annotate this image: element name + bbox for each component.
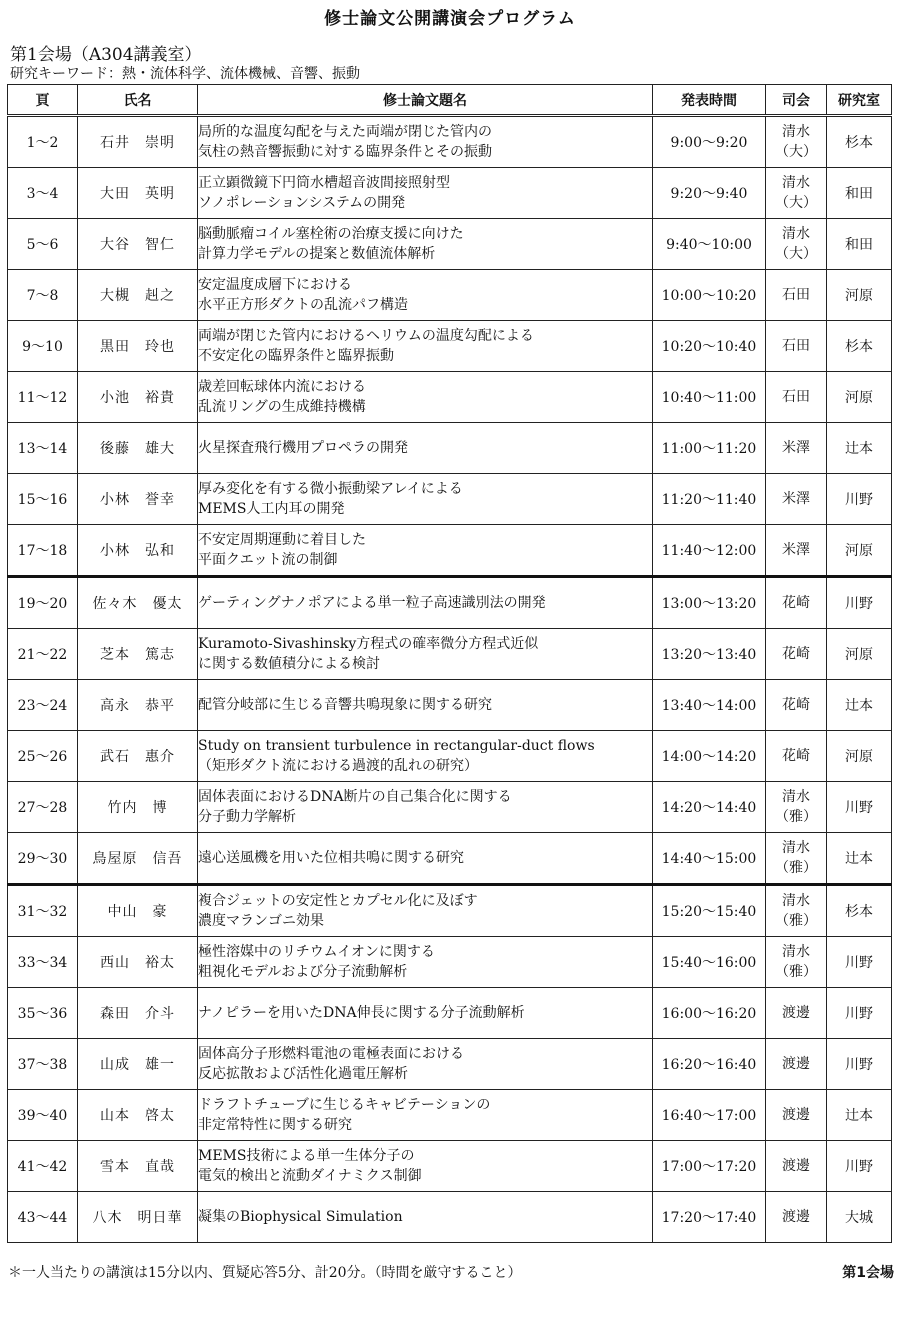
chair-name-line: 花崎 (782, 748, 810, 764)
lab-cell: 川野 (827, 782, 892, 833)
page-range-cell: 31～32 (8, 885, 78, 937)
column-header-chair: 司会 (766, 85, 827, 116)
presentation-time-cell: 17:00～17:20 (653, 1141, 766, 1192)
program-table-body (8, 116, 892, 1243)
table-row (8, 321, 892, 372)
lab-cell: 辻本 (827, 833, 892, 885)
chair-name-line: 清水 (782, 175, 810, 191)
table-row (8, 731, 892, 782)
chair-cell (766, 680, 827, 731)
lab-cell: 和田 (827, 168, 892, 219)
presentation-time-cell: 15:20～15:40 (653, 885, 766, 937)
presentation-time-cell: 11:00～11:20 (653, 423, 766, 474)
thesis-title-line: 両端が閉じた管内におけるヘリウムの温度勾配による (198, 328, 534, 344)
chair-cell (766, 270, 827, 321)
chair-name-line: 清水 (782, 840, 810, 856)
chair-name-line: （雅） (775, 809, 817, 825)
thesis-title-cell (198, 474, 653, 525)
table-row (8, 1090, 892, 1141)
thesis-title-line: 複合ジェットの安定性とカプセル化に及ぼす (198, 893, 478, 909)
lab-cell: 和田 (827, 219, 892, 270)
lab-cell: 辻本 (827, 680, 892, 731)
presenter-name-cell: 武石 惠介 (78, 731, 198, 782)
page-title: 修士論文公開講演会プログラム (324, 9, 576, 29)
lab-cell: 杉本 (827, 321, 892, 372)
thesis-title-line: 非定常特性に関する研究 (198, 1117, 352, 1133)
thesis-title-line: 濃度マランゴニ効果 (198, 913, 324, 929)
page-range-cell: 1～2 (8, 116, 78, 168)
lab-cell: 辻本 (827, 1090, 892, 1141)
chair-cell (766, 577, 827, 629)
presenter-name-cell: 竹内 博 (78, 782, 198, 833)
thesis-title-cell (198, 116, 653, 168)
chair-cell (766, 731, 827, 782)
table-row (8, 885, 892, 937)
presenter-name-cell: 雪本 直哉 (78, 1141, 198, 1192)
table-row (8, 577, 892, 629)
page-range-cell: 3～4 (8, 168, 78, 219)
chair-name-line: 花崎 (782, 595, 810, 611)
lab-cell: 河原 (827, 525, 892, 577)
presentation-time-cell: 9:20～9:40 (653, 168, 766, 219)
thesis-title-cell (198, 168, 653, 219)
page-range-cell: 27～28 (8, 782, 78, 833)
table-row (8, 423, 892, 474)
chair-name-line: 清水 (782, 944, 810, 960)
table-row (8, 629, 892, 680)
chair-name-line: （雅） (775, 860, 817, 876)
table-row (8, 937, 892, 988)
thesis-title-line: 正立顕微鏡下円筒水槽超音波間接照射型 (198, 175, 450, 191)
thesis-title-line: 配管分岐部に生じる音響共鳴現象に関する研究 (198, 697, 492, 713)
chair-cell (766, 525, 827, 577)
chair-name-line: 米澤 (782, 491, 810, 507)
chair-cell (766, 833, 827, 885)
chair-name-line: （大） (775, 195, 817, 211)
presentation-time-cell: 16:40～17:00 (653, 1090, 766, 1141)
page-range-cell: 37～38 (8, 1039, 78, 1090)
table-row (8, 1141, 892, 1192)
research-keywords: 研究キーワード：熱・流体科学、流体機械、音響、振動 (10, 66, 360, 82)
thesis-title-cell (198, 372, 653, 423)
column-header-page: 頁 (8, 85, 78, 116)
thesis-title-line: 固体表面におけるDNA断片の自己集合化に関する (198, 789, 512, 805)
lab-cell: 杉本 (827, 116, 892, 168)
page-range-cell: 5～6 (8, 219, 78, 270)
room-label: 第1会場 (842, 1265, 894, 1281)
chair-cell (766, 321, 827, 372)
chair-cell (766, 885, 827, 937)
thesis-title-line: ソノポレーションシステムの開発 (198, 195, 406, 211)
thesis-title-cell (198, 1090, 653, 1141)
thesis-title-cell (198, 577, 653, 629)
thesis-title-cell (198, 1039, 653, 1090)
presenter-name-cell: 八木 明日華 (78, 1192, 198, 1243)
presentation-time-cell: 14:40～15:00 (653, 833, 766, 885)
chair-name-line: （大） (775, 144, 817, 160)
page-range-cell: 43～44 (8, 1192, 78, 1243)
table-row (8, 1039, 892, 1090)
chair-cell (766, 423, 827, 474)
thesis-title-cell (198, 629, 653, 680)
footnote: ＊一人当たりの講演は15分以内、質疑応答5分、計20分。（時間を厳守すること） (8, 1265, 522, 1281)
lab-cell: 川野 (827, 1141, 892, 1192)
lab-cell: 川野 (827, 577, 892, 629)
thesis-title-line: Study on transient turbulence in rectangular-duct flows (198, 738, 595, 754)
lab-cell: 河原 (827, 372, 892, 423)
table-row (8, 1192, 892, 1243)
thesis-title-line: ナノピラーを用いたDNA伸長に関する分子流動解析 (198, 1005, 525, 1021)
chair-cell (766, 116, 827, 168)
thesis-title-line: 歳差回転球体内流における (198, 379, 366, 395)
thesis-title-line: 厚み変化を有する微小振動梁アレイによる (198, 481, 463, 497)
table-row (8, 474, 892, 525)
table-row (8, 372, 892, 423)
column-header-name: 氏名 (78, 85, 198, 116)
presenter-name-cell: 西山 裕太 (78, 937, 198, 988)
lab-cell: 杉本 (827, 885, 892, 937)
program-table (7, 84, 892, 1243)
presenter-name-cell: 高永 恭平 (78, 680, 198, 731)
presentation-time-cell: 9:40～10:00 (653, 219, 766, 270)
lab-cell: 川野 (827, 937, 892, 988)
thesis-title-line: MEMS人工内耳の開発 (198, 501, 345, 517)
thesis-title-line: 平面クエット流の制御 (198, 552, 338, 568)
presenter-name-cell: 後藤 雄大 (78, 423, 198, 474)
presentation-time-cell: 13:00～13:20 (653, 577, 766, 629)
presenter-name-cell: 山成 雄一 (78, 1039, 198, 1090)
chair-name-line: 米澤 (782, 542, 810, 558)
thesis-title-line: 電気的検出と流動ダイナミクス制御 (198, 1168, 422, 1184)
page-range-cell: 39～40 (8, 1090, 78, 1141)
page-range-cell: 9～10 (8, 321, 78, 372)
thesis-title-cell (198, 1141, 653, 1192)
column-header-thesis-title: 修士論文題名 (198, 85, 653, 116)
presentation-time-cell: 10:00～10:20 (653, 270, 766, 321)
page-range-cell: 13～14 (8, 423, 78, 474)
chair-name-line: 渡邊 (782, 1158, 810, 1174)
chair-name-line: 米澤 (782, 440, 810, 456)
table-row (8, 680, 892, 731)
presenter-name-cell: 佐々木 優太 (78, 577, 198, 629)
thesis-title-line: 極性溶媒中のリチウムイオンに関する (198, 944, 435, 960)
table-row (8, 525, 892, 577)
chair-name-line: 花崎 (782, 646, 810, 662)
page-range-cell: 33～34 (8, 937, 78, 988)
thesis-title-line: 固体高分子形燃料電池の電極表面における (198, 1046, 464, 1062)
chair-name-line: 花崎 (782, 697, 810, 713)
presenter-name-cell: 小林 誉幸 (78, 474, 198, 525)
lab-cell: 川野 (827, 474, 892, 525)
thesis-title-line: 不安定周期運動に着目した (198, 532, 366, 548)
chair-name-line: 石田 (782, 338, 810, 354)
chair-cell (766, 937, 827, 988)
chair-name-line: 渡邊 (782, 1107, 810, 1123)
chair-name-line: （雅） (775, 913, 817, 929)
chair-name-line: 石田 (782, 287, 810, 303)
thesis-title-line: 火星探査飛行機用プロペラの開発 (198, 440, 408, 456)
lab-cell: 河原 (827, 629, 892, 680)
page-range-cell: 41～42 (8, 1141, 78, 1192)
presentation-time-cell: 13:40～14:00 (653, 680, 766, 731)
presenter-name-cell: 森田 介斗 (78, 988, 198, 1039)
chair-name-line: 清水 (782, 893, 810, 909)
chair-cell (766, 1090, 827, 1141)
table-row (8, 833, 892, 885)
presentation-time-cell: 17:20～17:40 (653, 1192, 766, 1243)
chair-cell (766, 988, 827, 1039)
presentation-time-cell: 10:20～10:40 (653, 321, 766, 372)
presenter-name-cell: 石井 崇明 (78, 116, 198, 168)
thesis-title-line: Kuramoto-Sivashinsky方程式の確率微分方程式近似 (198, 636, 539, 652)
thesis-title-cell (198, 782, 653, 833)
presenter-name-cell: 山本 啓太 (78, 1090, 198, 1141)
presentation-time-cell: 14:00～14:20 (653, 731, 766, 782)
table-header-row (8, 85, 892, 116)
table-row (8, 988, 892, 1039)
page-range-cell: 15～16 (8, 474, 78, 525)
thesis-title-line: 不安定化の臨界条件と臨界振動 (198, 348, 394, 364)
thesis-title-line: 粗視化モデルおよび分子流動解析 (198, 964, 408, 980)
thesis-title-line: 分子動力学解析 (198, 809, 296, 825)
thesis-title-line: 水平正方形ダクトの乱流パフ構造 (198, 297, 408, 313)
page-range-cell: 11～12 (8, 372, 78, 423)
thesis-title-cell (198, 423, 653, 474)
presenter-name-cell: 芝本 篤志 (78, 629, 198, 680)
thesis-title-cell (198, 731, 653, 782)
presenter-name-cell: 大田 英明 (78, 168, 198, 219)
chair-name-line: （雅） (775, 964, 817, 980)
chair-name-line: 清水 (782, 789, 810, 805)
thesis-title-line: ゲーティングナノポアによる単一粒子高速識別法の開発 (198, 595, 546, 611)
chair-name-line: 渡邊 (782, 1209, 810, 1225)
presentation-time-cell: 14:20～14:40 (653, 782, 766, 833)
chair-name-line: 清水 (782, 124, 810, 140)
page-range-cell: 19～20 (8, 577, 78, 629)
thesis-title-line: 乱流リングの生成維持機構 (198, 399, 366, 415)
chair-cell (766, 1141, 827, 1192)
thesis-title-cell (198, 885, 653, 937)
table-row (8, 116, 892, 168)
thesis-title-cell (198, 833, 653, 885)
chair-name-line: （大） (775, 246, 817, 262)
thesis-title-line: 気柱の熱音響振動に対する臨界条件とその振動 (198, 144, 492, 160)
thesis-title-line: 脳動脈瘤コイル塞栓術の治療支援に向けた (198, 226, 464, 242)
thesis-title-cell (198, 270, 653, 321)
chair-name-line: 清水 (782, 226, 810, 242)
table-row (8, 270, 892, 321)
page-range-cell: 23～24 (8, 680, 78, 731)
presenter-name-cell: 小池 裕貴 (78, 372, 198, 423)
chair-cell (766, 372, 827, 423)
column-header-time: 発表時間 (653, 85, 766, 116)
presentation-time-cell: 16:20～16:40 (653, 1039, 766, 1090)
thesis-title-cell (198, 680, 653, 731)
venue-label: 第1会場（A304講義室） (10, 45, 202, 65)
table-row (8, 219, 892, 270)
presentation-time-cell: 11:20～11:40 (653, 474, 766, 525)
chair-cell (766, 782, 827, 833)
presentation-time-cell: 11:40～12:00 (653, 525, 766, 577)
presentation-time-cell: 15:40～16:00 (653, 937, 766, 988)
lab-cell: 大城 (827, 1192, 892, 1243)
table-row (8, 782, 892, 833)
page-range-cell: 17～18 (8, 525, 78, 577)
lab-cell: 辻本 (827, 423, 892, 474)
presentation-time-cell: 16:00～16:20 (653, 988, 766, 1039)
thesis-title-line: ドラフトチューブに生じるキャビテーションの (198, 1097, 491, 1113)
thesis-title-line: 遠心送風機を用いた位相共鳴に関する研究 (198, 850, 464, 866)
thesis-title-line: MEMS技術による単一生体分子の (198, 1148, 415, 1164)
thesis-title-line: 局所的な温度勾配を与えた両端が閉じた管内の (198, 124, 492, 140)
chair-cell (766, 1039, 827, 1090)
lab-cell: 河原 (827, 731, 892, 782)
presenter-name-cell: 小林 弘和 (78, 525, 198, 577)
chair-cell (766, 1192, 827, 1243)
thesis-title-line: 凝集のBiophysical Simulation (198, 1209, 403, 1225)
column-header-lab: 研究室 (827, 85, 892, 116)
thesis-title-cell (198, 219, 653, 270)
chair-cell (766, 219, 827, 270)
page-range-cell: 7～8 (8, 270, 78, 321)
thesis-title-line: 反応拡散および活性化過電圧解析 (198, 1066, 408, 1082)
lab-cell: 川野 (827, 988, 892, 1039)
thesis-title-cell (198, 1192, 653, 1243)
chair-name-line: 渡邊 (782, 1005, 810, 1021)
presentation-time-cell: 10:40～11:00 (653, 372, 766, 423)
page-range-cell: 25～26 (8, 731, 78, 782)
page-range-cell: 21～22 (8, 629, 78, 680)
presenter-name-cell: 黒田 玲也 (78, 321, 198, 372)
presentation-time-cell: 13:20～13:40 (653, 629, 766, 680)
chair-cell (766, 474, 827, 525)
chair-name-line: 石田 (782, 389, 810, 405)
table-row (8, 168, 892, 219)
presenter-name-cell: 鳥屋原 信吾 (78, 833, 198, 885)
presentation-time-cell: 9:00～9:20 (653, 116, 766, 168)
presenter-name-cell: 大谷 智仁 (78, 219, 198, 270)
chair-cell (766, 629, 827, 680)
page-range-cell: 29～30 (8, 833, 78, 885)
page-range-cell: 35～36 (8, 988, 78, 1039)
lab-cell: 川野 (827, 1039, 892, 1090)
thesis-title-line: （矩形ダクト流における過渡的乱れの研究） (198, 758, 478, 774)
thesis-title-line: に関する数値積分による検討 (198, 656, 380, 672)
thesis-title-line: 安定温度成層下における (198, 277, 352, 293)
thesis-title-cell (198, 988, 653, 1039)
lab-cell: 河原 (827, 270, 892, 321)
thesis-title-cell (198, 321, 653, 372)
chair-name-line: 渡邊 (782, 1056, 810, 1072)
thesis-title-line: 計算力学モデルの提案と数値流体解析 (198, 246, 436, 262)
thesis-title-cell (198, 937, 653, 988)
presenter-name-cell: 中山 豪 (78, 885, 198, 937)
thesis-title-cell (198, 525, 653, 577)
chair-cell (766, 168, 827, 219)
presenter-name-cell: 大槻 赳之 (78, 270, 198, 321)
